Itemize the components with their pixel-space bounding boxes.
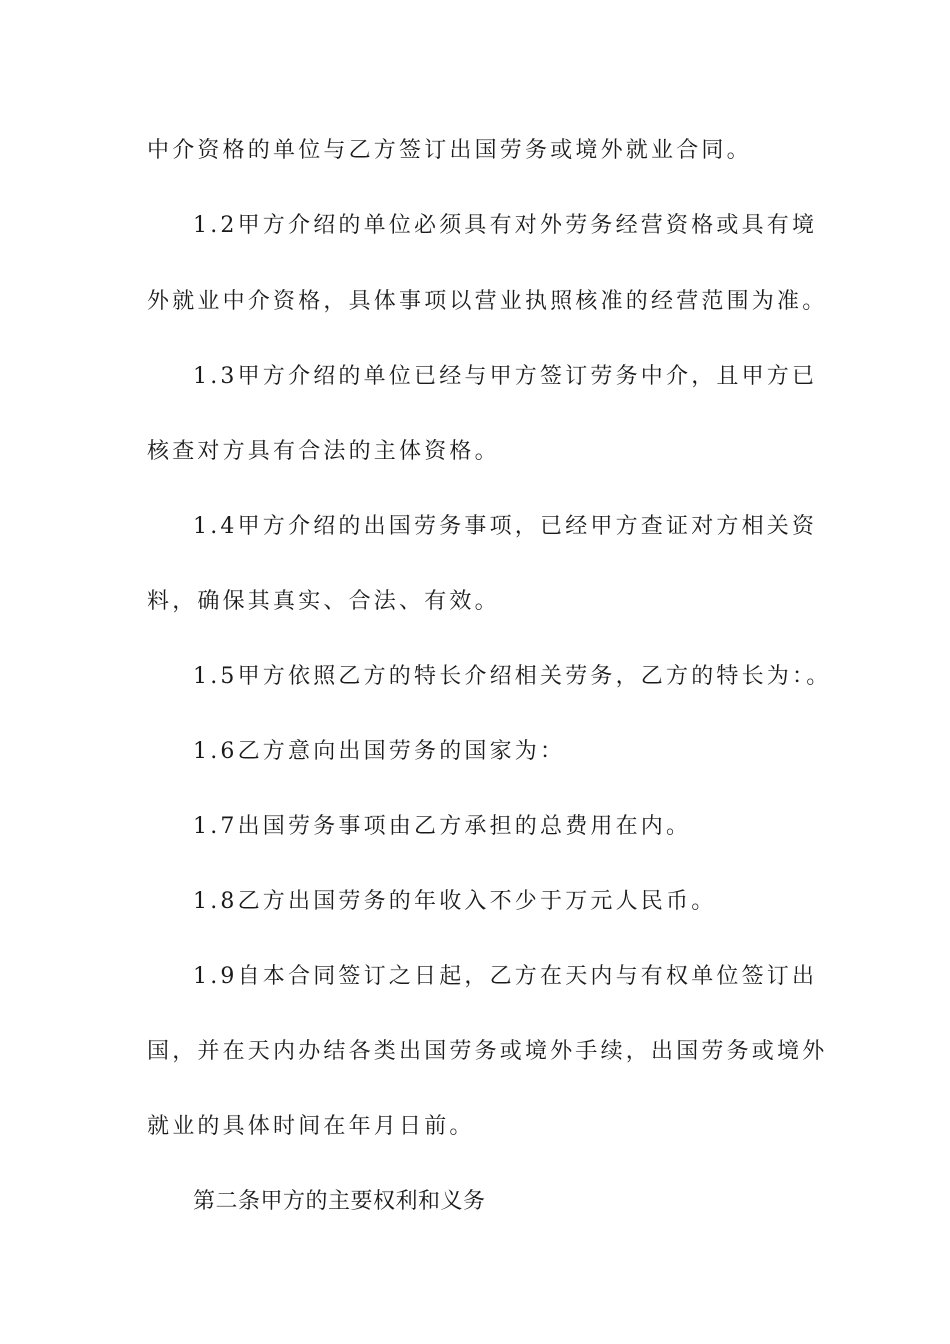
text-line-clause-1-3: 1.3甲方介绍的单位已经与甲方签订劳务中介，且甲方已 bbox=[193, 364, 818, 389]
text-line-14: 就业的具体时间在年月日前。 bbox=[147, 1114, 475, 1139]
text-line-5: 核查对方具有合法的主体资格。 bbox=[147, 439, 500, 464]
text-line-clause-1-7: 1.7出国劳务事项由乙方承担的总费用在内。 bbox=[193, 814, 692, 839]
text-line-clause-1-5: 1.5甲方依照乙方的特长介绍相关劳务，乙方的特长为：。 bbox=[193, 664, 832, 689]
text-line-7: 料，确保其真实、合法、有效。 bbox=[147, 589, 500, 614]
text-line-clause-1-9: 1.9自本合同签订之日起，乙方在天内与有权单位签订出 bbox=[193, 964, 818, 989]
text-line-1: 中介资格的单位与乙方签订出国劳务或境外就业合同。 bbox=[147, 138, 752, 163]
text-line-clause-1-2: 1.2甲方介绍的单位必须具有对外劳务经营资格或具有境 bbox=[193, 213, 818, 238]
text-line-clause-1-4: 1.4甲方介绍的出国劳务事项，已经甲方查证对方相关资 bbox=[193, 514, 818, 539]
text-line-13: 国，并在天内办结各类出国劳务或境外手续，出国劳务或境外 bbox=[147, 1039, 828, 1064]
section-heading-article-2: 第二条甲方的主要权利和义务 bbox=[193, 1189, 486, 1214]
text-line-3: 外就业中介资格，具体事项以营业执照核准的经营范围为准。 bbox=[147, 289, 828, 314]
text-line-clause-1-6: 1.6乙方意向出国劳务的国家为： bbox=[193, 739, 566, 764]
text-line-clause-1-8: 1.8乙方出国劳务的年收入不少于万元人民币。 bbox=[193, 889, 717, 914]
